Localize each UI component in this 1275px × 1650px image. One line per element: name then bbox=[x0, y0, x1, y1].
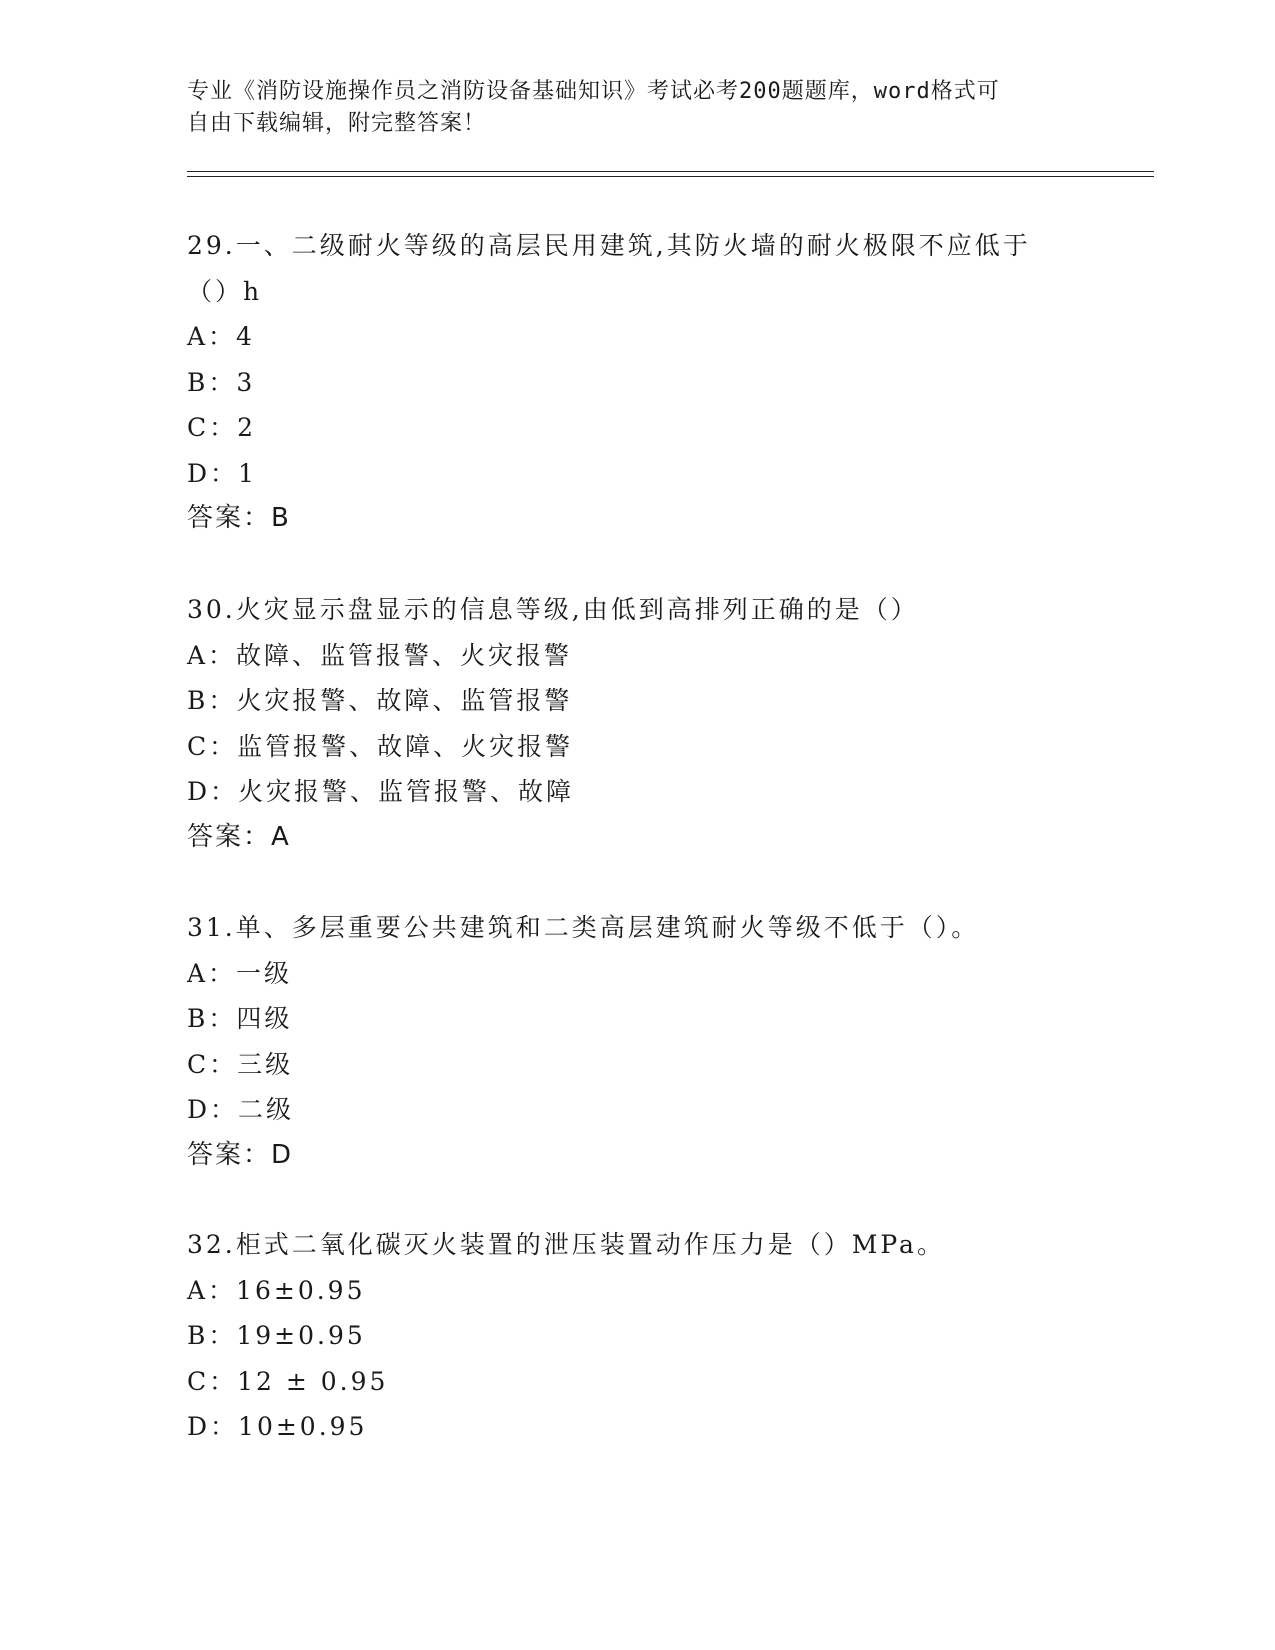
option-b: B：19±0.95 bbox=[187, 1321, 366, 1350]
question-stem: 29.一、二级耐火等级的高层民用建筑,其防火墙的耐火极限不应低于 bbox=[187, 231, 1031, 260]
option-c: C：三级 bbox=[187, 1049, 294, 1079]
option-d: D：1 bbox=[187, 458, 257, 488]
question-32 bbox=[187, 1222, 1087, 1450]
answer: 答案：B bbox=[187, 503, 291, 533]
header-line-1: 专业《消防设施操作员之消防设备基础知识》考试必考200题题库，word格式可 bbox=[187, 79, 1000, 104]
question-30 bbox=[187, 587, 1087, 860]
option-a: A：故障、监管报警、火灾报警 bbox=[187, 640, 573, 670]
header-divider-top bbox=[187, 171, 1154, 172]
answer: 答案：D bbox=[187, 1139, 294, 1170]
option-d: D：二级 bbox=[187, 1095, 295, 1124]
answer: 答案：A bbox=[187, 821, 291, 852]
option-d: D：火灾报警、监管报警、故障 bbox=[187, 777, 575, 806]
document-header bbox=[187, 76, 1087, 140]
header-line-2: 自由下载编辑，附完整答案！ bbox=[187, 111, 487, 136]
option-c: C：监管报警、故障、火灾报警 bbox=[187, 731, 574, 761]
option-d: D：10±0.95 bbox=[187, 1412, 368, 1441]
option-c: C：12 ± 0.95 bbox=[187, 1366, 389, 1396]
option-b: B：3 bbox=[187, 367, 256, 397]
question-stem-continued: （）h bbox=[187, 276, 263, 306]
option-a: A：4 bbox=[187, 322, 255, 351]
option-a: A：16±0.95 bbox=[187, 1275, 366, 1305]
question-29 bbox=[187, 223, 1087, 542]
question-stem: 32.柜式二氧化碳灭火装置的泄压装置动作压力是（）MPa。 bbox=[187, 1230, 945, 1259]
option-b: B：火灾报警、故障、监管报警 bbox=[187, 686, 573, 715]
option-b: B：四级 bbox=[187, 1004, 293, 1033]
header-divider-bottom bbox=[187, 176, 1154, 177]
question-stem: 30.火灾显示盘显示的信息等级,由低到高排列正确的是（） bbox=[187, 595, 919, 624]
option-c: C：2 bbox=[187, 413, 257, 442]
question-31 bbox=[187, 905, 1087, 1178]
question-stem: 31.单、多层重要公共建筑和二类高层建筑耐火等级不低于（）。 bbox=[187, 913, 980, 942]
option-a: A：一级 bbox=[187, 958, 293, 988]
